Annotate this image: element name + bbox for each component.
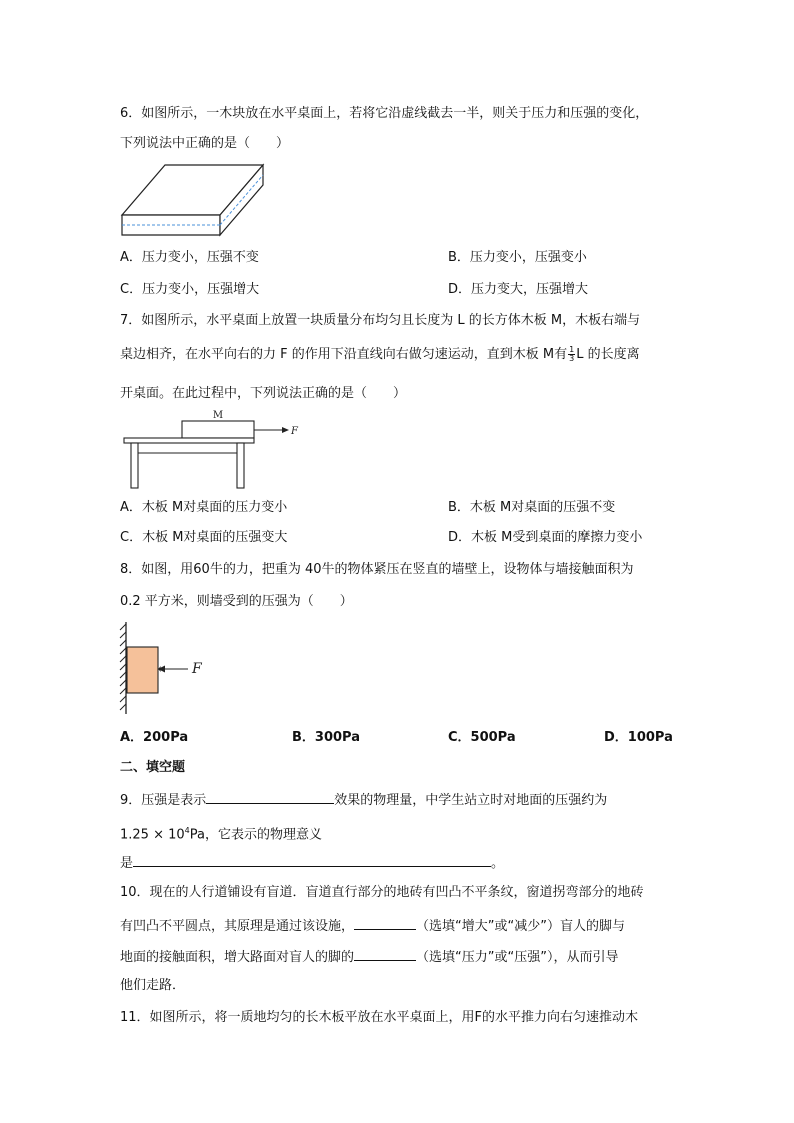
q9-stem-line2	[120, 823, 322, 843]
q9-line3-head: 是	[120, 856, 134, 871]
q9-line1-head: 9．压强是表示	[120, 793, 207, 808]
q7-fraction	[568, 346, 575, 363]
q8-block	[127, 647, 158, 693]
q6-option-d: D．压力变大，压强增大	[448, 282, 589, 297]
q7-block-label: M	[212, 410, 224, 421]
q8-option-d: D．100Pa	[604, 730, 673, 745]
q10-line3-head: 地面的接触面积，增大路面对盲人的脚的	[120, 950, 355, 965]
q9-stem-line1	[120, 790, 607, 809]
q10-blank-1[interactable]	[354, 916, 416, 930]
q9-exponent: 4	[184, 826, 190, 835]
q6-option-b: B．压力变小，压强变小	[448, 250, 587, 265]
q8-force-label: F	[192, 661, 202, 677]
q9-stem-line3	[120, 853, 504, 872]
q10-line3-tail: （选填“压力”或“压强”），从而引导	[416, 950, 619, 965]
q7-option-d: D．木板 M受到桌面的摩擦力变小	[448, 530, 643, 545]
q7-option-a: A．木板 M对桌面的压力变小	[120, 500, 288, 515]
q6-option-c: C．压力变小，压强增大	[120, 282, 260, 297]
q9-line2-tail: Pa，它表示的物理意义	[189, 827, 322, 843]
q9-line2-head: 1.25 × 10	[120, 827, 185, 843]
q8-option-a: A．200Pa	[120, 730, 189, 745]
q10-line2-tail: （选填“增大”或“减少”）盲人的脚与	[416, 919, 625, 934]
q6-stem-line1: 6．如图所示，一木块放在水平桌面上，若将它沿虚线截去一半，则关于压力和压强的变化，	[120, 106, 649, 121]
q7-stem-line2-head: 桌边相齐，在水平向右的力 F 的作用下沿直线向右做匀速运动，直到木板 M有	[120, 347, 568, 362]
q6-stem-line2: 下列说法中正确的是（ ）	[120, 136, 290, 151]
q7-option-c: C．木板 M对桌面的压强变大	[120, 530, 288, 545]
section-title: 二、填空题	[120, 760, 186, 775]
q7-stem-line3: 开桌面。在此过程中，下列说法正确的是（ ）	[120, 386, 407, 401]
q10-stem-line2	[120, 916, 625, 935]
q7-stem-line1: 7．如图所示，水平桌面上放置一块质量分布均匀且长度为 L 的长方体木板 M，木板右端与	[120, 313, 641, 328]
q7-option-b: B．木板 M对桌面的压强不变	[448, 500, 616, 515]
q10-stem-line3	[120, 947, 618, 966]
q10-blank-2[interactable]	[354, 947, 416, 961]
q6-option-a: A．压力变小，压强不变	[120, 250, 259, 265]
q7-fraction-numerator: 1	[569, 345, 575, 354]
q8-option-b: B．300Pa	[292, 730, 360, 745]
q7-stem-line2	[120, 346, 640, 363]
q7-force-label: F	[291, 426, 298, 437]
q8-stem-line1: 8．如图，用60牛的力，把重为 40牛的物体紧压在竖直的墙壁上，设物体与墙接触面积为	[120, 562, 634, 577]
q10-stem-line4: 他们走路．	[120, 978, 186, 993]
q8-stem-line2: 0.2 平方米，则墙受到的压强为（ ）	[120, 594, 353, 609]
q9-line1-tail: 效果的物理量，中学生站立时对地面的压强约为	[334, 793, 608, 808]
q8-wall-block-figure	[116, 620, 216, 716]
q9-blank-2[interactable]	[133, 853, 491, 867]
q10-line2-head: 有凹凸不平圆点，其原理是通过该设施，	[120, 919, 355, 934]
q7-table-board-figure	[120, 408, 310, 490]
q7-fraction-denominator: 3	[569, 354, 575, 363]
q6-wood-block-figure	[118, 160, 268, 240]
q8-option-c: C．500Pa	[448, 730, 516, 745]
q10-stem-line1: 10．现在的人行道铺设有盲道．盲道直行部分的地砖有凹凸不平条纹，窗道拐弯部分的地砖	[120, 885, 644, 900]
q9-blank-1[interactable]	[206, 790, 334, 804]
q11-stem-line1: 11．如图所示，将一质地均匀的长木板平放在水平桌面上，用F的水平推力向右匀速推动木	[120, 1010, 639, 1025]
q7-stem-line2-tail: L 的长度离	[576, 347, 640, 362]
q9-line3-tail: 。	[491, 856, 505, 871]
